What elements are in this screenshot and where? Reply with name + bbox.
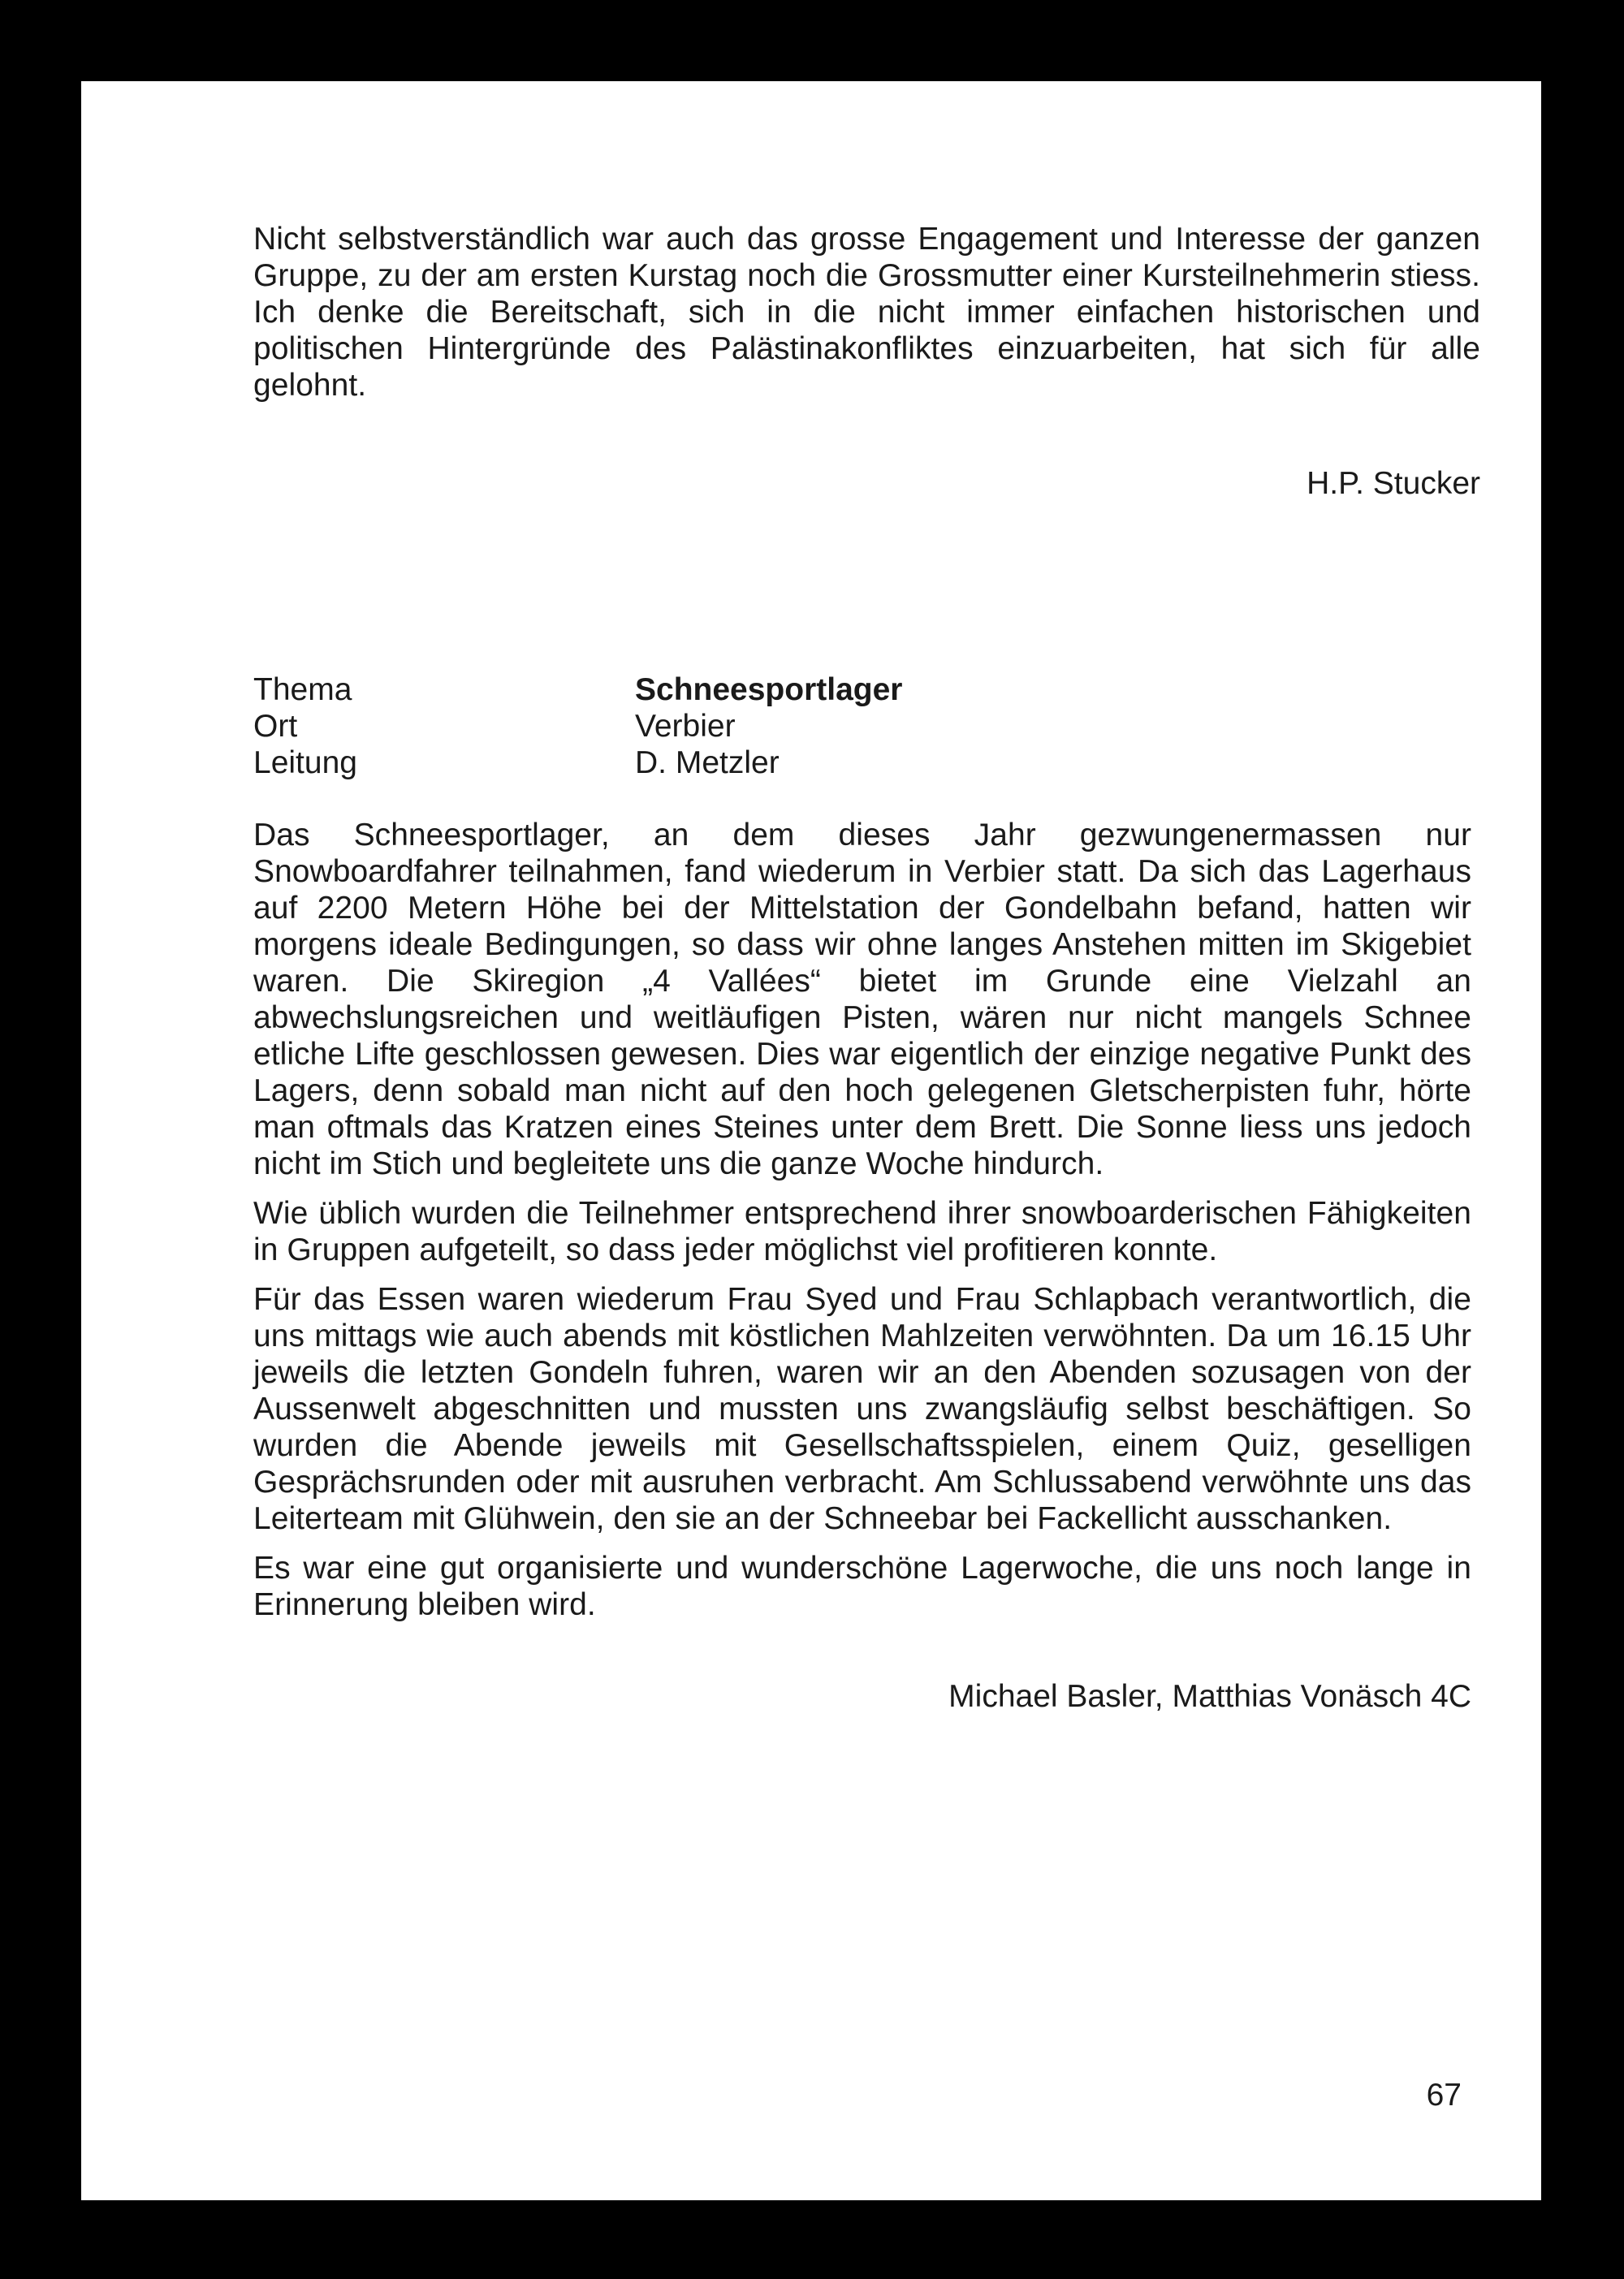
ort-value: Verbier <box>635 709 736 744</box>
page-number: 67 <box>1426 2078 1462 2113</box>
author-signature: H.P. Stucker <box>1307 466 1480 501</box>
closing-paragraph: Nicht selbstverständlich war auch das grosse Engagement und Interesse der ganzen Gruppe, zu der am ersten Kurstag noch die Grossmutter einer Kursteilnehmerin stiess. Ich denke die Bereitschaft, sich in die nicht immer einfachen historischen und politischen Hintergründe des Palästinakonfliktes einzuarbeiten, hat sich für alle gelohnt. <box>253 222 1480 403</box>
article-paragraph: Das Schneesportlager, an dem dieses Jahr gezwungenermassen nur Snowboardfahrer teilnahmen, fand wiederum in Verbier statt. Da sich das Lagerhaus auf 2200 Metern Höhe bei der Mittelstation der Gondelbahn befand, hatten wir morgens ideale Bedingungen, so dass wir ohne langes Anstehen mitten im Skigebiet waren. Die Skiregion „4 Vallées“ bietet im Grunde eine Vielzahl an abwechslungsreichen und weitläufigen Pisten, wären nur nicht mangels Schnee etliche Lifte geschlossen gewesen. Dies war eigentlich der einzige negative Punkt des Lagers, denn sobald man nicht auf den hoch gelegenen Gletscherpisten fuhr, hörte man oftmals das Kratzen eines Steines unter dem Brett. Die Sonne liess uns jedoch nicht im Stich und begleitete uns die ganze Woche hindurch. <box>253 818 1471 1181</box>
document-page <box>81 81 1541 2200</box>
leitung-label: Leitung <box>253 745 357 780</box>
article-authors: Michael Basler, Matthias Vonäsch 4C <box>948 1679 1471 1714</box>
article-body <box>253 817 1471 1623</box>
ort-label: Ort <box>253 709 298 744</box>
page-content <box>253 221 1480 1715</box>
leitung-value: D. Metzler <box>635 745 780 780</box>
article-paragraph: Es war eine gut organisierte und wunderschöne Lagerwoche, die uns noch lange in Erinnerung bleiben wird. <box>253 1551 1471 1622</box>
thema-value: Schneesportlager <box>635 672 903 707</box>
thema-label: Thema <box>253 672 352 707</box>
info-block <box>253 671 1471 781</box>
article-paragraph: Für das Essen waren wiederum Frau Syed und Frau Schlapbach verantwortlich, die uns mittags wie auch abends mit köstlichen Mahlzeiten verwöhnten. Da um 16.15 Uhr jeweils die letzten Gondeln fuhren, waren wir an den Abenden sozusagen von der Aussenwelt abgeschnitten und mussten uns zwangsläufig selbst beschäftigen. So wurden die Abende jeweils mit Gesellschaftsspielen, einem Quiz, geselligen Gesprächsrunden oder mit ausruhen verbracht. Am Schlussabend verwöhnte uns das Leiterteam mit Glühwein, den sie an der Schneebar bei Fackellicht ausschanken. <box>253 1282 1471 1536</box>
article-paragraph: Wie üblich wurden die Teilnehmer entsprechend ihrer snowboarderischen Fähigkeiten in Gruppen aufgeteilt, so dass jeder möglichst viel profitieren konnte. <box>253 1196 1471 1267</box>
